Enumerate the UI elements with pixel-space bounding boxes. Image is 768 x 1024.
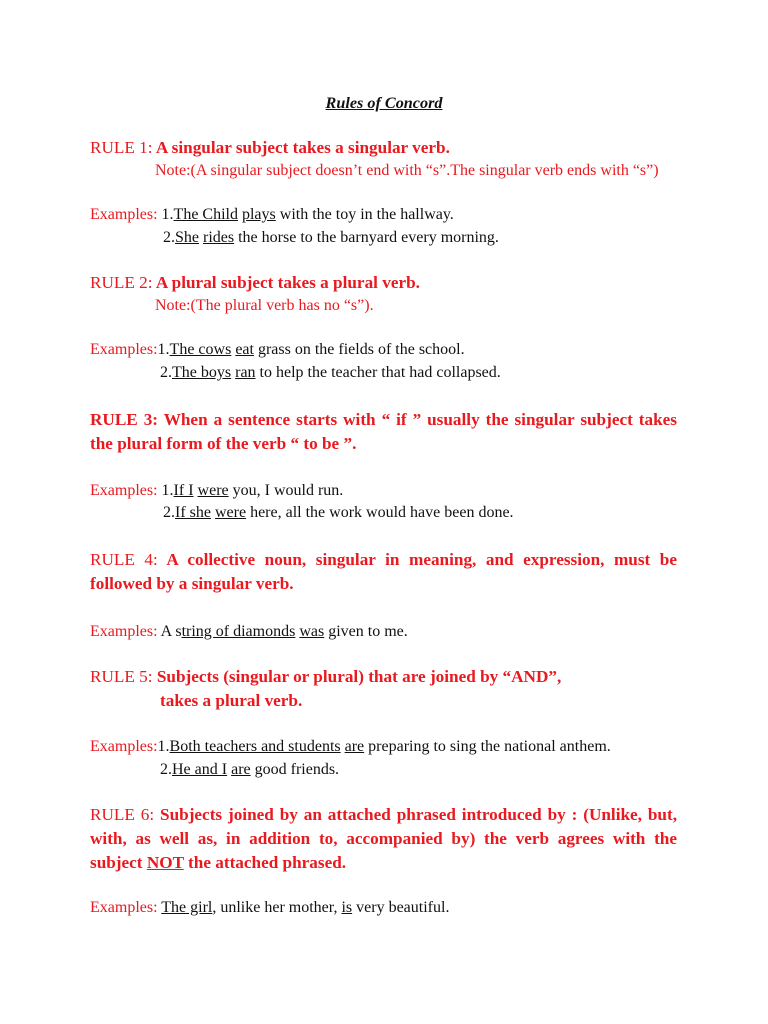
rule-statement-text: Subjects joined by an attached phrased introduced by : (Unlike, but, [160, 805, 677, 824]
rule-statement-line [90, 803, 677, 827]
rule-statement-line [90, 572, 294, 596]
rule-statement-line [90, 432, 356, 456]
examples-label: Examples: [90, 482, 158, 499]
example-verb: were [214, 504, 247, 521]
example-subject: If she [175, 504, 211, 521]
rule-note: Note:(A singular subject doesn’t end with “s”.The singular verb ends with “s”) [155, 162, 659, 179]
example-verb: are [344, 738, 365, 755]
example-prefix: 2. [160, 761, 172, 778]
rule-statement-text: the attached phrased. [188, 853, 347, 872]
example-prefix: 1. [157, 341, 170, 358]
rule-statement-line [90, 408, 677, 432]
rule-statement-text: A singular subject takes a singular verb. [155, 138, 450, 157]
example-prefix: 1. [157, 738, 170, 755]
example-subject: Both teachers and students [169, 738, 341, 755]
example-verb: was [299, 623, 325, 640]
example-suffix: given to me. [324, 623, 408, 640]
example-subject: The Child [173, 206, 238, 223]
example-prefix: A s [157, 623, 182, 640]
example-subject: The girl [161, 899, 213, 916]
example-line [90, 203, 454, 227]
rule-label: RULE 2: [90, 273, 153, 292]
rule-label: RULE 4: [90, 550, 158, 569]
example-line [160, 758, 339, 782]
examples-label: Examples: [90, 341, 158, 358]
rule-note: Note:(The plural verb has no “s”). [155, 297, 374, 314]
example-line [90, 338, 465, 362]
example-line [163, 226, 499, 250]
example-suffix: to help the teacher that had collapsed. [255, 364, 501, 381]
rule-label: RULE 6: [90, 805, 155, 824]
rule-statement-text: the plural form of the verb “ to be ”. [90, 434, 357, 453]
example-suffix: very beautiful. [352, 899, 450, 916]
example-verb: are [231, 761, 251, 778]
rule-emphasis: NOT [146, 853, 184, 872]
example-suffix: preparing to sing the national anthem. [364, 738, 611, 755]
example-prefix: 2. [160, 364, 172, 381]
example-line [90, 896, 449, 920]
rule-statement-text: Subjects (singular or plural) that are joined by “AND”, [156, 667, 562, 686]
rule-statement-text: subject [90, 853, 143, 872]
example-verb: were [197, 482, 229, 499]
rule-statement-line [90, 665, 561, 689]
example-line [90, 620, 408, 644]
example-subject: tring of diamonds [181, 623, 296, 640]
rule-statement-line [90, 827, 677, 851]
example-verb: plays [241, 206, 276, 223]
example-subject: He and I [172, 761, 228, 778]
example-between: , unlike her mother, [212, 899, 342, 916]
rule-label: RULE 1: [90, 138, 153, 157]
example-verb: is [341, 899, 353, 916]
rule-statement-text: takes a plural verb. [160, 691, 303, 710]
example-line [160, 361, 501, 385]
examples-label: Examples: [90, 738, 158, 755]
examples-label: Examples: [90, 623, 158, 640]
rule-statement-line [90, 851, 346, 875]
rule-statement-line [90, 548, 677, 572]
example-suffix: grass on the fields of the school. [253, 341, 465, 358]
example-suffix: the horse to the barnyard every morning. [234, 229, 499, 246]
examples-label: Examples: [90, 206, 158, 223]
rule-statement-line [90, 136, 450, 160]
rule-statement-text: followed by a singular verb. [90, 574, 294, 593]
rule-statement-text: A collective noun, singular in meaning, and expression, must be [166, 550, 677, 569]
document-title: Rules of Concord [325, 94, 443, 112]
rule-statement-line [160, 689, 302, 713]
rule-statement-text: with, as well as, in addition to, accompanied by) the verb agrees with the [90, 829, 677, 848]
example-verb: rides [203, 229, 235, 246]
example-suffix: here, all the work would have been done. [246, 504, 514, 521]
example-prefix: 1. [157, 482, 174, 499]
example-verb: eat [235, 341, 254, 358]
rule-statement-text: A plural subject takes a plural verb. [155, 273, 420, 292]
example-suffix: with the toy in the hallway. [275, 206, 454, 223]
example-suffix: you, I would run. [228, 482, 344, 499]
rule-label: RULE 5: [90, 667, 153, 686]
example-subject: The cows [169, 341, 232, 358]
example-verb: ran [235, 364, 256, 381]
examples-label: Examples: [90, 899, 158, 916]
rule-statement-line [90, 271, 420, 295]
example-line [163, 501, 514, 525]
rule-label: RULE 3: [90, 410, 159, 429]
example-subject: If I [173, 482, 194, 499]
example-line [90, 479, 343, 503]
example-prefix: 2. [163, 504, 175, 521]
example-line [90, 735, 611, 759]
example-prefix: 1. [157, 206, 174, 223]
example-prefix: 2. [163, 229, 175, 246]
rule-statement-text: When a sentence starts with “ if ” usually the singular subject takes [163, 410, 677, 429]
example-subject: She [175, 229, 199, 246]
example-subject: The boys [172, 364, 232, 381]
example-suffix: good friends. [250, 761, 340, 778]
